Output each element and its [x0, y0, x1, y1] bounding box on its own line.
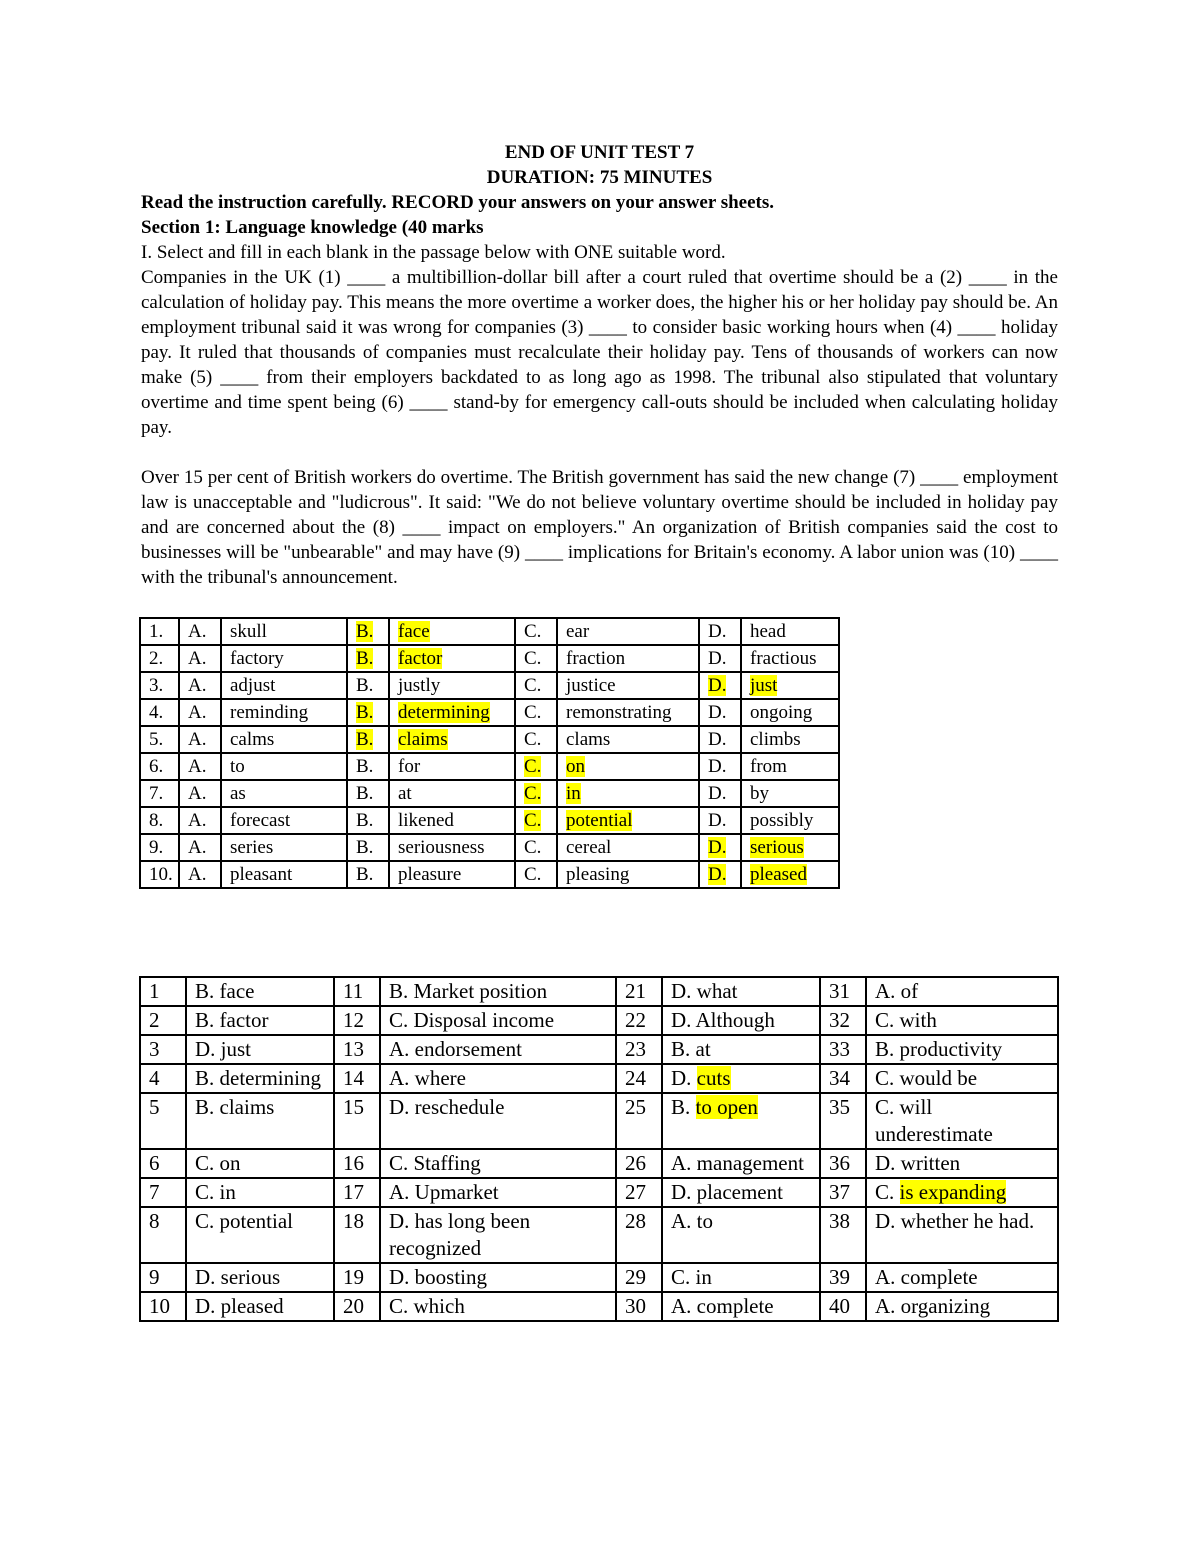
answer-number: 34 — [820, 1064, 866, 1093]
question-number: 5. — [140, 726, 179, 753]
option-letter-a: A. — [179, 726, 221, 753]
option-letter-a: A. — [179, 645, 221, 672]
options-row — [140, 753, 839, 780]
answer-text: A. where — [380, 1064, 616, 1093]
option-letter-b: B. — [347, 834, 389, 861]
option-letter-c: C. — [515, 699, 557, 726]
option-letter-d: D. — [699, 780, 741, 807]
answer-number: 12 — [334, 1006, 380, 1035]
answer-text: B. Market position — [380, 977, 616, 1006]
option-word-c: cereal — [557, 834, 699, 861]
answer-text: B. determining — [186, 1064, 334, 1093]
answer-number: 24 — [616, 1064, 662, 1093]
answer-text: C. in — [662, 1263, 820, 1292]
answer-text: D. boosting — [380, 1263, 616, 1292]
options-row — [140, 726, 839, 753]
option-letter-b: B. — [347, 807, 389, 834]
question-number: 6. — [140, 753, 179, 780]
answer-text: C. Staffing — [380, 1149, 616, 1178]
passage-paragraph-1: Companies in the UK (1) ____ a multibillion-dollar bill after a court ruled that overtime should be a (2) ____ in the calculation of holiday pay. This means the more overtime a worker does, the higher his or her holiday pay should be. An employment tribunal said it was wrong for companies (3) ____ to consider basic working hours when (4) ____ holiday pay. It ruled that thousands of companies must recalculate their holiday pay. Tens of thousands of workers can now make (5) ____ from their employers backdated to as long ago as 1998. The tribunal also stipulated that voluntary overtime and time spent being (6) ____ stand-by for emergency call-outs should be included when calculating holiday pay. — [141, 267, 1058, 438]
question-number: 10. — [140, 861, 179, 888]
answer-number: 3 — [140, 1035, 186, 1064]
option-word-a: factory — [221, 645, 347, 672]
answer-key-row — [140, 1035, 1058, 1064]
option-letter-c: C. — [515, 753, 557, 780]
answer-text: B. to open — [662, 1093, 820, 1149]
answer-number: 22 — [616, 1006, 662, 1035]
test-duration: DURATION: 75 MINUTES — [486, 167, 713, 188]
answer-text: A. of — [866, 977, 1058, 1006]
option-letter-c: C. — [515, 807, 557, 834]
answer-number: 26 — [616, 1149, 662, 1178]
question-number: 3. — [140, 672, 179, 699]
answer-number: 7 — [140, 1178, 186, 1207]
answer-number: 21 — [616, 977, 662, 1006]
option-word-c: pleasing — [557, 861, 699, 888]
answer-number: 8 — [140, 1207, 186, 1263]
answer-key-row — [140, 1064, 1058, 1093]
option-word-a: series — [221, 834, 347, 861]
option-letter-b: B. — [347, 699, 389, 726]
option-word-b: factor — [389, 645, 515, 672]
answer-text: B. claims — [186, 1093, 334, 1149]
answer-text: D. what — [662, 977, 820, 1006]
test-title: END OF UNIT TEST 7 — [504, 142, 695, 163]
answer-number: 32 — [820, 1006, 866, 1035]
answer-text: C. is expanding — [866, 1178, 1058, 1207]
answer-number: 23 — [616, 1035, 662, 1064]
answer-number: 25 — [616, 1093, 662, 1149]
answer-text: C. Disposal income — [380, 1006, 616, 1035]
option-word-b: pleasure — [389, 861, 515, 888]
answer-number: 16 — [334, 1149, 380, 1178]
option-letter-a: A. — [179, 699, 221, 726]
option-letter-b: B. — [347, 672, 389, 699]
answer-number: 10 — [140, 1292, 186, 1321]
answer-text: A. organizing — [866, 1292, 1058, 1321]
document-page — [141, 140, 1058, 590]
option-word-d: just — [741, 672, 839, 699]
answer-number: 19 — [334, 1263, 380, 1292]
answer-text: C. potential — [186, 1207, 334, 1263]
option-word-c: potential — [557, 807, 699, 834]
option-letter-d: D. — [699, 753, 741, 780]
answer-number: 11 — [334, 977, 380, 1006]
answer-text: C. on — [186, 1149, 334, 1178]
option-word-d: pleased — [741, 861, 839, 888]
highlighted-answer: to open — [695, 1095, 758, 1119]
answer-key-row — [140, 1263, 1058, 1292]
answer-text: D. has long been recognized — [380, 1207, 616, 1263]
option-letter-a: A. — [179, 861, 221, 888]
answer-text: D. placement — [662, 1178, 820, 1207]
answer-text: D. serious — [186, 1263, 334, 1292]
option-word-d: serious — [741, 834, 839, 861]
option-letter-c: C. — [515, 672, 557, 699]
answer-text: C. would be — [866, 1064, 1058, 1093]
option-word-c: in — [557, 780, 699, 807]
answer-key-row — [140, 1292, 1058, 1321]
answer-number: 37 — [820, 1178, 866, 1207]
options-row — [140, 672, 839, 699]
option-letter-c: C. — [515, 780, 557, 807]
option-letter-a: A. — [179, 753, 221, 780]
option-letter-c: C. — [515, 861, 557, 888]
answer-text: B. factor — [186, 1006, 334, 1035]
option-letter-b: B. — [347, 753, 389, 780]
option-letter-d: D. — [699, 699, 741, 726]
question-number: 9. — [140, 834, 179, 861]
option-letter-d: D. — [699, 834, 741, 861]
option-letter-c: C. — [515, 834, 557, 861]
option-letter-c: C. — [515, 645, 557, 672]
answer-key-table — [139, 976, 1059, 1322]
option-word-a: skull — [221, 618, 347, 645]
answer-number: 20 — [334, 1292, 380, 1321]
option-word-a: as — [221, 780, 347, 807]
answer-text: A. management — [662, 1149, 820, 1178]
answer-number: 4 — [140, 1064, 186, 1093]
option-word-d: head — [741, 618, 839, 645]
answer-text: D. reschedule — [380, 1093, 616, 1149]
option-letter-d: D. — [699, 807, 741, 834]
answer-number: 6 — [140, 1149, 186, 1178]
answer-number: 9 — [140, 1263, 186, 1292]
option-word-c: justice — [557, 672, 699, 699]
option-word-d: by — [741, 780, 839, 807]
option-word-a: calms — [221, 726, 347, 753]
option-word-a: pleasant — [221, 861, 347, 888]
answer-number: 36 — [820, 1149, 866, 1178]
answer-number: 15 — [334, 1093, 380, 1149]
answer-number: 28 — [616, 1207, 662, 1263]
option-word-d: fractious — [741, 645, 839, 672]
option-word-c: fraction — [557, 645, 699, 672]
task-instruction: I. Select and fill in each blank in the passage below with ONE suitable word. — [141, 242, 726, 263]
options-row — [140, 645, 839, 672]
option-letter-d: D. — [699, 618, 741, 645]
answer-text: B. at — [662, 1035, 820, 1064]
option-word-d: ongoing — [741, 699, 839, 726]
option-letter-a: A. — [179, 780, 221, 807]
answer-number: 2 — [140, 1006, 186, 1035]
answer-number: 27 — [616, 1178, 662, 1207]
answer-number: 29 — [616, 1263, 662, 1292]
option-word-b: claims — [389, 726, 515, 753]
answer-number: 40 — [820, 1292, 866, 1321]
option-word-a: reminding — [221, 699, 347, 726]
options-row — [140, 861, 839, 888]
highlighted-answer: cuts — [696, 1066, 731, 1090]
option-word-b: at — [389, 780, 515, 807]
answer-key-row — [140, 1006, 1058, 1035]
answer-text: D. Although — [662, 1006, 820, 1035]
option-letter-b: B. — [347, 645, 389, 672]
answer-text: D. whether he had. — [866, 1207, 1058, 1263]
question-number: 8. — [140, 807, 179, 834]
option-word-d: climbs — [741, 726, 839, 753]
answer-key-row — [140, 1093, 1058, 1149]
option-word-c: ear — [557, 618, 699, 645]
option-letter-d: D. — [699, 861, 741, 888]
option-letter-d: D. — [699, 672, 741, 699]
answer-number: 13 — [334, 1035, 380, 1064]
answer-key-row — [140, 1149, 1058, 1178]
option-word-d: possibly — [741, 807, 839, 834]
option-letter-a: A. — [179, 618, 221, 645]
option-word-a: to — [221, 753, 347, 780]
options-row — [140, 618, 839, 645]
option-word-d: from — [741, 753, 839, 780]
answer-text: A. complete — [662, 1292, 820, 1321]
answer-text: C. which — [380, 1292, 616, 1321]
answer-number: 38 — [820, 1207, 866, 1263]
answer-number: 17 — [334, 1178, 380, 1207]
option-word-b: justly — [389, 672, 515, 699]
options-row — [140, 834, 839, 861]
option-word-c: remonstrating — [557, 699, 699, 726]
answer-text: C. will underestimate — [866, 1093, 1058, 1149]
option-letter-d: D. — [699, 645, 741, 672]
question-number: 1. — [140, 618, 179, 645]
options-row — [140, 699, 839, 726]
answer-number: 18 — [334, 1207, 380, 1263]
option-letter-b: B. — [347, 780, 389, 807]
option-letter-c: C. — [515, 726, 557, 753]
passage-paragraph-2: Over 15 per cent of British workers do overtime. The British government has said the new change (7) ____ employment law is unacceptable and "ludicrous". It said: "We do not believe voluntary overtime should be included in holiday pay and are concerned about the (8) ____ impact on employers." An organization of British companies said the cost to businesses will be "unbearable" and may have (9) ____ implications for Britain's economy. A labor union was (10) ____ with the tribunal's announcement. — [141, 467, 1058, 588]
option-word-b: for — [389, 753, 515, 780]
answer-text: D. written — [866, 1149, 1058, 1178]
answer-number: 1 — [140, 977, 186, 1006]
answer-key-row — [140, 1207, 1058, 1263]
answer-key-row — [140, 1178, 1058, 1207]
option-word-b: likened — [389, 807, 515, 834]
answer-number: 5 — [140, 1093, 186, 1149]
option-letter-a: A. — [179, 834, 221, 861]
answer-number: 33 — [820, 1035, 866, 1064]
option-word-a: forecast — [221, 807, 347, 834]
option-letter-a: A. — [179, 672, 221, 699]
answer-text: A. complete — [866, 1263, 1058, 1292]
option-letter-b: B. — [347, 726, 389, 753]
answer-text: A. to — [662, 1207, 820, 1263]
question-number: 2. — [140, 645, 179, 672]
option-word-a: adjust — [221, 672, 347, 699]
options-table — [139, 617, 840, 889]
option-word-c: on — [557, 753, 699, 780]
option-letter-b: B. — [347, 861, 389, 888]
answer-text: D. pleased — [186, 1292, 334, 1321]
option-word-b: face — [389, 618, 515, 645]
options-row — [140, 780, 839, 807]
option-word-b: determining — [389, 699, 515, 726]
option-word-c: clams — [557, 726, 699, 753]
answer-number: 39 — [820, 1263, 866, 1292]
answer-key-row — [140, 977, 1058, 1006]
answer-text: A. endorsement — [380, 1035, 616, 1064]
answer-text: A. Upmarket — [380, 1178, 616, 1207]
answer-text: D. cuts — [662, 1064, 820, 1093]
option-letter-b: B. — [347, 618, 389, 645]
question-number: 4. — [140, 699, 179, 726]
answer-text: B. productivity — [866, 1035, 1058, 1064]
highlighted-answer: is expanding — [899, 1180, 1007, 1204]
instruction-text: Read the instruction carefully. RECORD your answers on your answer sheets. — [141, 192, 774, 213]
answer-text: B. face — [186, 977, 334, 1006]
answer-number: 31 — [820, 977, 866, 1006]
answer-number: 35 — [820, 1093, 866, 1149]
option-word-b: seriousness — [389, 834, 515, 861]
answer-number: 30 — [616, 1292, 662, 1321]
option-letter-a: A. — [179, 807, 221, 834]
answer-text: D. just — [186, 1035, 334, 1064]
answer-text: C. with — [866, 1006, 1058, 1035]
option-letter-d: D. — [699, 726, 741, 753]
option-letter-c: C. — [515, 618, 557, 645]
answer-text: C. in — [186, 1178, 334, 1207]
section-heading: Section 1: Language knowledge (40 marks — [141, 217, 484, 238]
question-number: 7. — [140, 780, 179, 807]
options-row — [140, 807, 839, 834]
answer-number: 14 — [334, 1064, 380, 1093]
